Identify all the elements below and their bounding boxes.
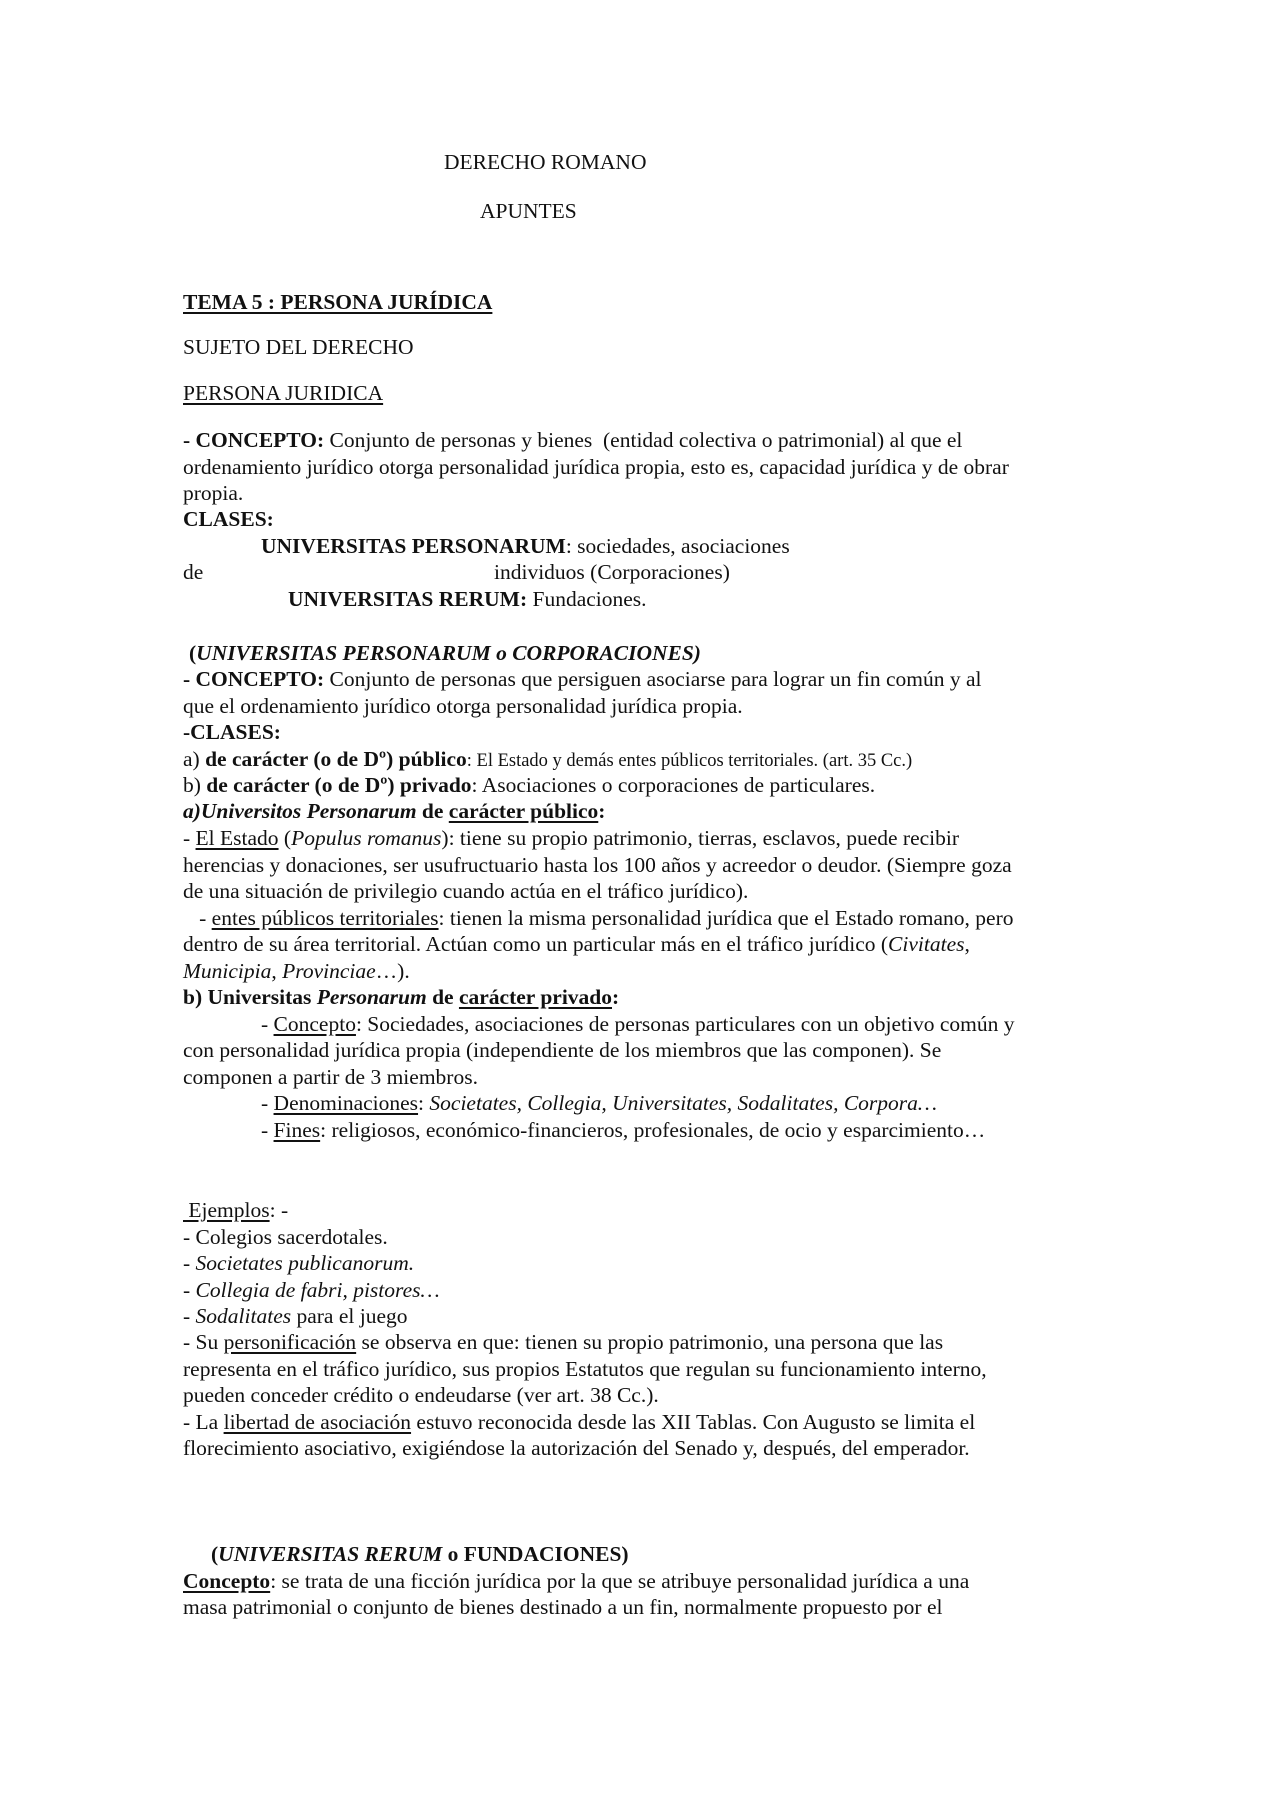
estado-line-3: de una situación de privilegio cuando actúa en el tráfico jurídico). [183,879,749,903]
estado-line-1: - El Estado (Populus romanus): tiene su propio patrimonio, tierras, esclavos, puede recibir [183,826,960,850]
entes-line-1: - entes públicos territoriales: tienen la misma personalidad jurídica que el Estado romano, pero [183,906,1014,930]
persona-juridica-heading: PERSONA JURIDICA [183,381,384,405]
ejemplo-item: - Sodalitates para el juego [183,1304,408,1328]
rerum-heading: (UNIVERSITAS RERUM o FUNDACIONES) [211,1542,629,1566]
tema-heading: TEMA 5 : PERSONA JURÍDICA [183,290,493,314]
publico-heading: a)Universitos Personarum de carácter público: [183,799,606,823]
estado-line-2: herencias y donaciones, ser usufructuario hasta los 100 años y acreedor o deudor. (Siempre goza [183,853,1012,877]
privado-concepto-3: componen a partir de 3 miembros. [183,1065,478,1089]
clase-personarum: UNIVERSITAS PERSONARUM: sociedades, asociaciones [261,534,790,558]
clases-label: CLASES: [183,507,274,531]
personarum-concepto-1: - CONCEPTO: Conjunto de personas que persiguen asociarse para lograr un fin común y al [183,667,982,691]
privado-heading: b) Universitas Personarum de carácter privado: [183,985,620,1009]
concepto-line-1: - CONCEPTO: Conjunto de personas y bienes (entidad colectiva o patrimonial) al que el [183,428,963,452]
personarum-clases-label: -CLASES: [183,720,281,744]
ejemplo-item: - Collegia de fabri, pistores… [183,1278,440,1302]
rerum-concepto-2: masa patrimonial o conjunto de bienes destinado a un fin, normalmente propuesto por el [183,1595,943,1619]
clase-de: de [183,560,204,584]
privado-concepto-1: - Concepto: Sociedades, asociaciones de personas particulares con un objetivo común y [261,1012,1015,1036]
clase-a-line: a) de carácter (o de Dº) público: El Estado y demás entes públicos territoriales. (art. 35 Cc.) [183,747,913,771]
privado-concepto-2: con personalidad jurídica propia (independiente de los miembros que las componen). Se [183,1038,942,1062]
fines-line: - Fines: religiosos, económico-financieros, profesionales, de ocio y esparcimiento… [261,1118,986,1142]
ejemplo-item: - Colegios sacerdotales. [183,1225,388,1249]
denominaciones-line: - Denominaciones: Societates, Collegia, Universitates, Sodalitates, Corpora… [261,1091,938,1115]
entes-line-2: dentro de su área territorial. Actúan como un particular más en el tráfico jurídico (Civitates, [183,932,970,956]
doc-subtitle: APUNTES [480,199,577,223]
libertad-line-2: florecimiento asociativo, exigiéndose la autorización del Senado y, después, del emperador. [183,1436,970,1460]
personarum-heading: (UNIVERSITAS PERSONARUM o CORPORACIONES) [189,641,701,665]
clase-b-line: b) de carácter (o de Dº) privado: Asociaciones o corporaciones de particulares. [183,773,876,797]
concepto-line-2: ordenamiento jurídico otorga personalidad jurídica propia, esto es, capacidad jurídica y de obrar [183,455,1009,479]
doc-title: DERECHO ROMANO [444,150,647,174]
entes-line-3: Municipia, Provinciae…). [183,959,410,983]
personificacion-line-2: representa en el tráfico jurídico, sus propios Estatutos que regulan su funcionamiento interno, [183,1357,987,1381]
ejemplos-label: Ejemplos: - [183,1198,289,1222]
concepto-label: - CONCEPTO: [183,428,325,452]
personificacion-line-1: - Su personificación se observa en que: tienen su propio patrimonio, una persona que las [183,1330,944,1354]
clase-rerum: UNIVERSITAS RERUM: Fundaciones. [288,587,647,611]
sujeto-heading: SUJETO DEL DERECHO [183,335,414,359]
concepto-line-3: propia. [183,481,244,505]
rerum-concepto-1: Concepto: se trata de una ficción jurídica por la que se atribuye personalidad jurídica a una [183,1569,970,1593]
clase-individuos: individuos (Corporaciones) [494,560,730,584]
personificacion-line-3: pueden conceder crédito o endeudarse (ver art. 38 Cc.). [183,1383,659,1407]
libertad-line-1: - La libertad de asociación estuvo reconocida desde las XII Tablas. Con Augusto se limita el [183,1410,976,1434]
ejemplo-item: - Societates publicanorum. [183,1251,415,1275]
personarum-concepto-2: que el ordenamiento jurídico otorga personalidad jurídica propia. [183,694,743,718]
